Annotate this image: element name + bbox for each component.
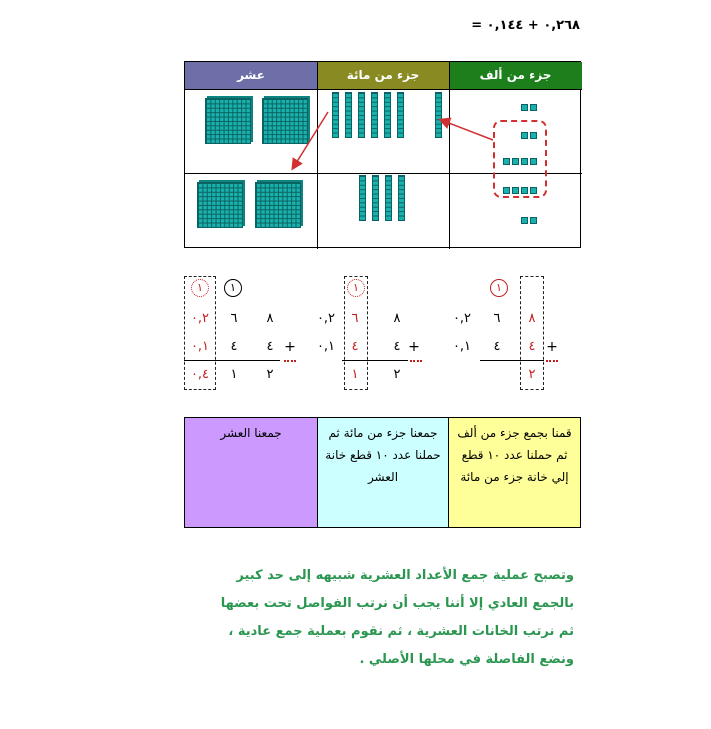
digit: ٠,١ xyxy=(190,339,210,354)
explanation-hundredths: جمعنا جزء من مائة ثم حملنا عدد ١٠ قطع خانة العشر xyxy=(317,418,449,527)
header-thousandths: جزء من ألف xyxy=(449,62,582,89)
sum-line xyxy=(342,360,408,361)
digit: ٦ xyxy=(230,311,238,326)
digit: ٤ xyxy=(351,339,359,354)
wavy-underline xyxy=(410,356,422,362)
digit: ٤ xyxy=(266,339,274,354)
digit: ٤ xyxy=(230,339,238,354)
header-tenths: عشر xyxy=(185,62,317,89)
digit: ٦ xyxy=(351,311,359,326)
digit: ٠,١ xyxy=(452,339,472,354)
plus-sign: + xyxy=(546,339,558,355)
explanation-thousandths: قمنا بجمع جزء من ألف ثم حملنا عدد ١٠ قطع إلي خانة جزء من مائة xyxy=(449,418,580,527)
explanation-tenths: جمعنا العشر xyxy=(185,418,317,527)
addition-steps xyxy=(184,272,581,392)
digit: ٠,١ xyxy=(316,339,336,354)
base-ten-blocks-table xyxy=(184,61,581,248)
digit: ٨ xyxy=(266,311,274,326)
digit: ٤ xyxy=(393,339,401,354)
arrow-hundredths-to-tenths xyxy=(293,112,328,168)
header-hundredths: جزء من مائة xyxy=(317,62,449,89)
equation: ٠,٢٦٨ + ٠,١٤٤ = xyxy=(471,18,580,33)
digit: ٨ xyxy=(393,311,401,326)
digit: ٢ xyxy=(266,367,274,382)
digit: ٠,٢ xyxy=(190,311,210,326)
sum-line xyxy=(480,360,544,361)
carry-circle: ١ xyxy=(224,279,242,297)
sum-line xyxy=(184,360,280,361)
carry-circle: ١ xyxy=(191,279,209,297)
digit: ٤ xyxy=(528,339,536,354)
carry-circle: ١ xyxy=(490,279,508,297)
wavy-underline xyxy=(546,356,558,362)
plus-sign: + xyxy=(408,339,420,355)
arrow-thousandths-to-hundredths xyxy=(441,120,493,140)
digit: ٠,٤ xyxy=(190,367,210,382)
digit: ٤ xyxy=(493,339,501,354)
digit: ٢ xyxy=(393,367,401,382)
digit: ١ xyxy=(230,367,238,382)
plus-sign: + xyxy=(284,339,296,355)
digit: ٦ xyxy=(493,311,501,326)
regroup-arrows xyxy=(185,62,582,249)
digit: ٨ xyxy=(528,311,536,326)
digit: ٠,٢ xyxy=(452,311,472,326)
summary-paragraph: وتصبح عملية جمع الأعداد العشرية شبيهه إلى حد كبير بالجمع العادي إلا أننا يجب أن نرتب الفواصل تحت بعضها ثم نرتب الخانات العشرية ، ثم نقوم بعملية جمع عادية ، ونضع الفاصلة في محلها الأصلي . xyxy=(220,568,574,667)
carry-circle: ١ xyxy=(347,279,365,297)
digit: ١ xyxy=(351,367,359,382)
wavy-underline xyxy=(284,356,296,362)
explanation-table xyxy=(184,417,581,528)
digit: ٢ xyxy=(528,367,536,382)
digit: ٠,٢ xyxy=(316,311,336,326)
